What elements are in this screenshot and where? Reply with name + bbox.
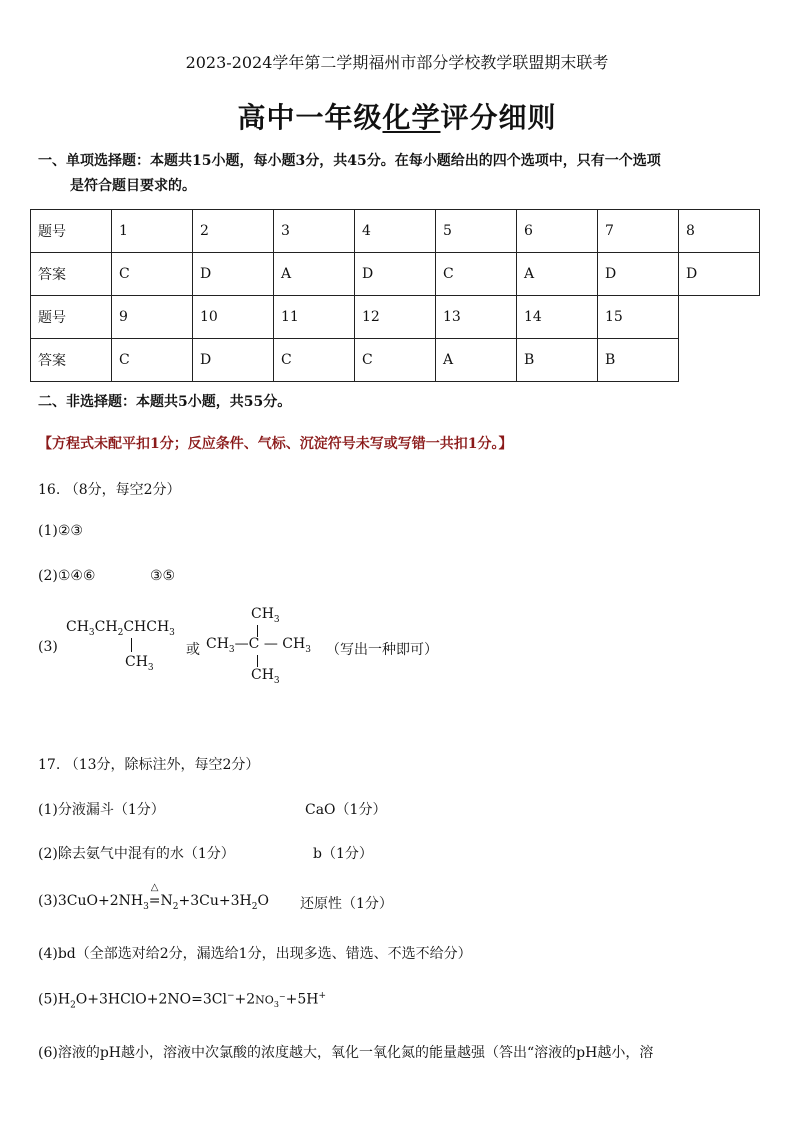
q17-part5-equation: $(5)H_2O+3HClO+2NO=3Cl^-+2NO_3^-+5H^+$ xyxy=(38,991,327,1011)
table-cell: D xyxy=(355,253,436,296)
delta-symbol: △ xyxy=(150,882,159,893)
table-cell: 3 xyxy=(274,210,355,253)
table-cell: 1 xyxy=(112,210,193,253)
q16-part3-note: （写出一种即可） xyxy=(326,642,438,658)
q17-part6: (6)溶液的pH越小，溶液中次氯酸的浓度越大，氧化一氧化氮的能量越强（答出“溶液的pH越小，溶 xyxy=(38,1045,654,1061)
section1-line1: 一、单项选择题：本题共15小题，每小题3分，共45分。在每小题给出的四个选项中，只有一个选项 xyxy=(38,153,661,169)
exam-header: 2023-2024学年第二学期福州市部分学校教学联盟期末联考 xyxy=(185,53,609,72)
answer-table xyxy=(30,209,760,382)
table-cell: 13 xyxy=(436,296,517,339)
table-cell: B xyxy=(517,339,598,382)
table-row xyxy=(31,253,760,296)
table-cell: 10 xyxy=(193,296,274,339)
title-part: 高中一年级 xyxy=(237,101,383,134)
table-cell: D xyxy=(598,253,679,296)
table-cell: 题号 xyxy=(31,210,112,253)
part-label: (5) xyxy=(38,991,58,1008)
section1-line2: 是符合题目要求的。 xyxy=(70,178,196,194)
table-cell: 11 xyxy=(274,296,355,339)
table-row xyxy=(31,296,760,339)
structural-formula-neopentane: $CH_3—C$ — $CH_3$ xyxy=(206,636,311,655)
q16-part2b: ③⑤ xyxy=(150,568,176,584)
table-cell: 答案 xyxy=(31,253,112,296)
table-cell: 15 xyxy=(598,296,679,339)
table-cell: 14 xyxy=(517,296,598,339)
q16-or: 或 xyxy=(186,642,200,658)
heat-arrow: △ = xyxy=(148,882,161,909)
table-cell: 4 xyxy=(355,210,436,253)
structural-formula-top-methyl: $CH_3$ xyxy=(251,606,280,625)
bond-line xyxy=(131,638,132,652)
table-cell: 7 xyxy=(598,210,679,253)
q16-part3-label: (3) xyxy=(38,639,58,655)
section2-heading: 二、非选择题：本题共5小题，共55分。 xyxy=(38,394,292,410)
section1-heading xyxy=(38,149,768,199)
table-cell: A xyxy=(436,339,517,382)
table-cell: C xyxy=(436,253,517,296)
table-cell: D xyxy=(679,253,760,296)
q17-part4: (4)bd（全部选对给2分，漏选给1分，出现多选、错选、不选不给分） xyxy=(38,946,472,962)
part-label: (3) xyxy=(38,893,58,909)
q16-part2a: (2)①④⑥ xyxy=(38,568,96,584)
page-title xyxy=(0,96,794,136)
q16-part1: (1)②③ xyxy=(38,523,83,539)
q17-part1a: (1)分液漏斗（1分） xyxy=(38,802,165,818)
table-cell: 答案 xyxy=(31,339,112,382)
table-cell-empty xyxy=(679,296,760,339)
table-row xyxy=(31,339,760,382)
table-cell: 6 xyxy=(517,210,598,253)
q16-heading: 16. （8分，每空2分） xyxy=(38,482,181,498)
nitrate-ion: $NO_3^-$ xyxy=(255,992,286,1009)
table-cell: C xyxy=(355,339,436,382)
structural-formula-branch: $CH_3$ xyxy=(125,654,154,673)
table-cell: C xyxy=(274,339,355,382)
table-cell: B xyxy=(598,339,679,382)
bond-line xyxy=(257,655,258,667)
table-cell: 2 xyxy=(193,210,274,253)
table-cell: 5 xyxy=(436,210,517,253)
q17-part3-equation: $(3)3CuO+2NH_3$ △ $=N_2+3Cu+3H_2O$ xyxy=(38,882,269,912)
table-row xyxy=(31,210,760,253)
scoring-note: 【方程式未配平扣1分；反应条件、气标、沉淀符号未写或写错一共扣1分。】 xyxy=(38,436,513,452)
table-cell-empty xyxy=(679,339,760,382)
table-cell: C xyxy=(112,339,193,382)
structural-formula-2-methylbutane: $CH_3CH_2CHCH_3$ xyxy=(66,619,175,638)
q17-heading: 17. （13分，除标注外，每空2分） xyxy=(38,757,260,773)
table-cell: D xyxy=(193,253,274,296)
table-cell: 题号 xyxy=(31,296,112,339)
table-cell: C xyxy=(112,253,193,296)
q17-part2b: b（1分） xyxy=(313,846,373,862)
title-part: 评分细则 xyxy=(440,101,557,134)
table-cell: 8 xyxy=(679,210,760,253)
q17-part1b: CaO（1分） xyxy=(305,802,387,818)
table-cell: A xyxy=(517,253,598,296)
table-cell: A xyxy=(274,253,355,296)
q17-part3b: 还原性（1分） xyxy=(300,896,393,912)
table-cell: 12 xyxy=(355,296,436,339)
table-cell: 9 xyxy=(112,296,193,339)
table-cell: D xyxy=(193,339,274,382)
structural-formula-bottom-methyl: $CH_3$ xyxy=(251,667,280,686)
q17-part2a: (2)除去氨气中混有的水（1分） xyxy=(38,846,235,862)
title-underlined: 化学 xyxy=(382,101,441,134)
